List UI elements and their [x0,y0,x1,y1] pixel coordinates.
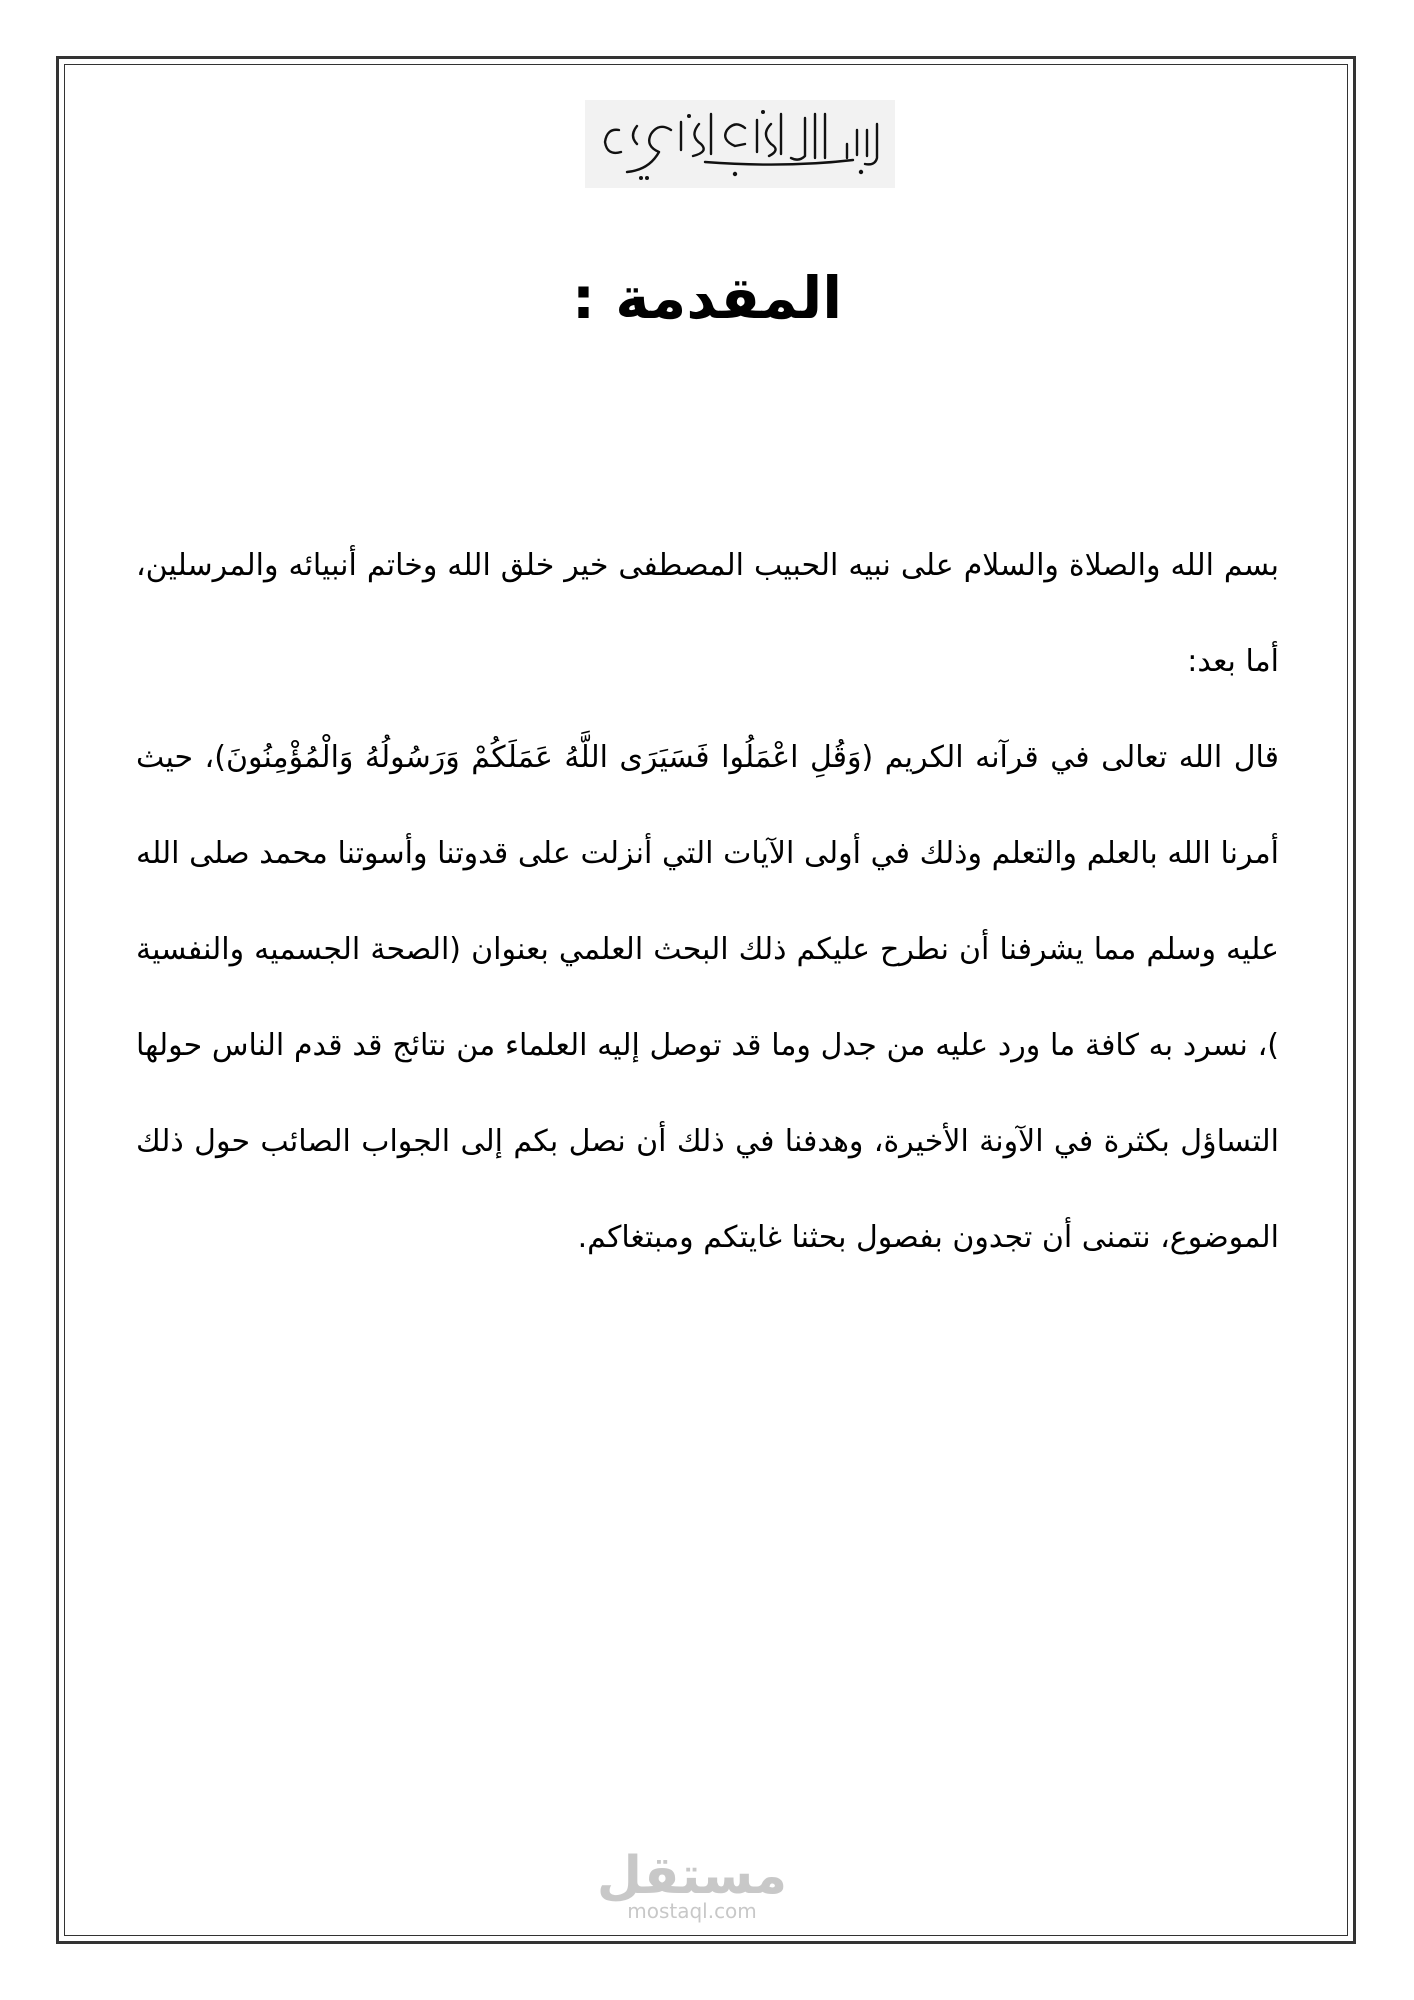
body-paragraph-opening: بسم الله والصلاة والسلام على نبيه الحبيب المصطفى خير خلق الله وخاتم أنبيائه والمرسلين، أما بعد: [136,548,1279,679]
mostaql-watermark [582,1848,802,1922]
document-title: المقدمة : [571,264,843,332]
document-body [136,518,1279,1286]
basmala-calligraphy-drawing [585,100,895,188]
basmala-calligraphy [585,100,895,188]
watermark-logo-text: مستقل [596,1846,788,1906]
watermark-url-text: mostaql.com [627,1899,757,1923]
body-paragraph-main: قال الله تعالى في قرآنه الكريم (وَقُلِ اعْمَلُوا فَسَيَرَى اللَّهُ عَمَلَكُمْ وَرَسُولُهُ وَالْمُؤْمِنُونَ)، حيث أمرنا الله بالعلم والتعلم وذلك في أولى الآيات التي أنزلت على قدوتنا وأسوتنا محمد صلى الله عليه وسلم مما يشرفنا أن نطرح عليكم ذلك البحث العلمي بعنوان (الصحة الجسميه والنفسية )، نسرد به كافة ما ورد عليه من جدل وما قد توصل إليه العلماء من نتائج قد قدم الناس حولها التساؤل بكثرة في الآونة الأخيرة، وهدفنا في ذلك أن نصل بكم إلى الجواب الصائب حول ذلك الموضوع، نتمنى أن تجدون بفصول بحثنا غايتكم ومبتغاكم. [136,740,1279,1255]
